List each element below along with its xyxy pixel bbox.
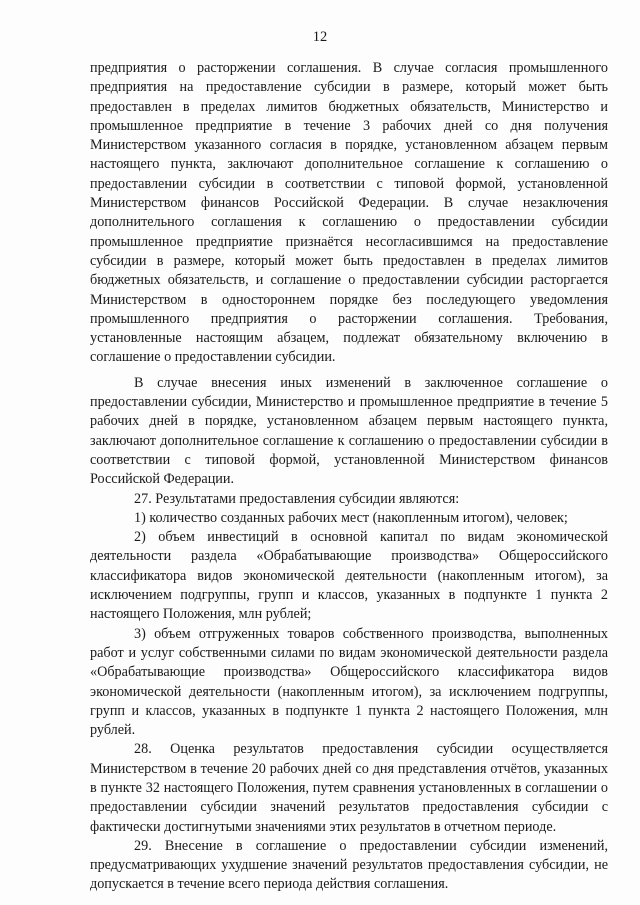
paragraph-28: 28. Оценка результатов предоставления субсидии осуществляется Министерством в течение 20 рабочих дней со дня представления отчётов, указанных в пункте 32 настоящего Положения, путем сравнения установленных в соглашении о предоставлении субсидии значений результатов предоставления субсидии с фактически достигнутыми значениями этих результатов в отчетном периоде.: [90, 741, 608, 835]
paragraph-other-changes: В случае внесения иных изменений в заключенное соглашение о предоставлении субсидии, Министерство и промышленное предприятие в течение 5 рабочих дней в порядке, установленном абзацем первым настоящего пункта, заключают дополнительное соглашение к соглашению о предоставлении субсидии в соответствии с типовой формой, установленной Министерством финансов Российской Федерации.: [90, 374, 608, 488]
paragraph-27-item-2: 2) объем инвестиций в основной капитал по видам экономической деятельности раздела «Обрабатывающие производства» Общероссийского классификатора видов экономической деятельности (накопленным итогом), за исключением подгруппы, групп и классов, указанных в подпункте 1 пункта 2 настоящего Положения, млн рублей;: [90, 529, 608, 623]
document-body: [90, 59, 608, 895]
paragraph-27-item-3: 3) объем отгруженных товаров собственного производства, выполненных работ и услуг собственными силами по видам экономической деятельности раздела «Обрабатывающие производства» Общероссийского классификатора видов экономической деятельности (накопленным итогом), за исключением подгруппы, групп и классов, указанных в подпункте 1 пункта 2 настоящего Положения, млн рублей.: [90, 625, 608, 739]
paragraph-27-item-1: 1) количество созданных рабочих мест (накопленным итогом), человек;: [134, 509, 568, 526]
paragraph-29: 29. Внесение в соглашение о предоставлении субсидии изменений, предусматривающих ухудшение значений результатов предоставления субсидии, не допускается в течение всего периода действия соглашения.: [90, 837, 608, 893]
paragraph-continuation: предприятия о расторжении соглашения. В случае согласия промышленного предприятия на предоставление субсидии в размере, который может быть предоставлен в пределах лимитов бюджетных обязательств, Министерство и промышленное предприятие в течение 3 рабочих дней со дня получения Министерством указанного согласия в порядке, установленном абзацем первым настоящего пункта, заключают дополнительное соглашение к соглашению о предоставлении субсидии в соответствии с типовой формой, установленной Министерством финансов Российской Федерации. В случае незаключения дополнительного соглашения к соглашению о предоставлении субсидии промышленное предприятие признаётся несогласившимся на предоставление субсидии в размере, который может быть предоставлен в пределах лимитов бюджетных обязательств, и соглашение о предоставлении субсидии расторгается Министерством в одностороннем порядке без последующего уведомления промышленного предприятия о расторжении соглашения. Требования, установленные настоящим абзацем, подлежат обязательному включению в соглашение о предоставлении субсидии.: [90, 60, 608, 366]
paragraph-27-heading: 27. Результатами предоставления субсидии являются:: [134, 490, 460, 507]
page-number: 12: [312, 29, 328, 45]
